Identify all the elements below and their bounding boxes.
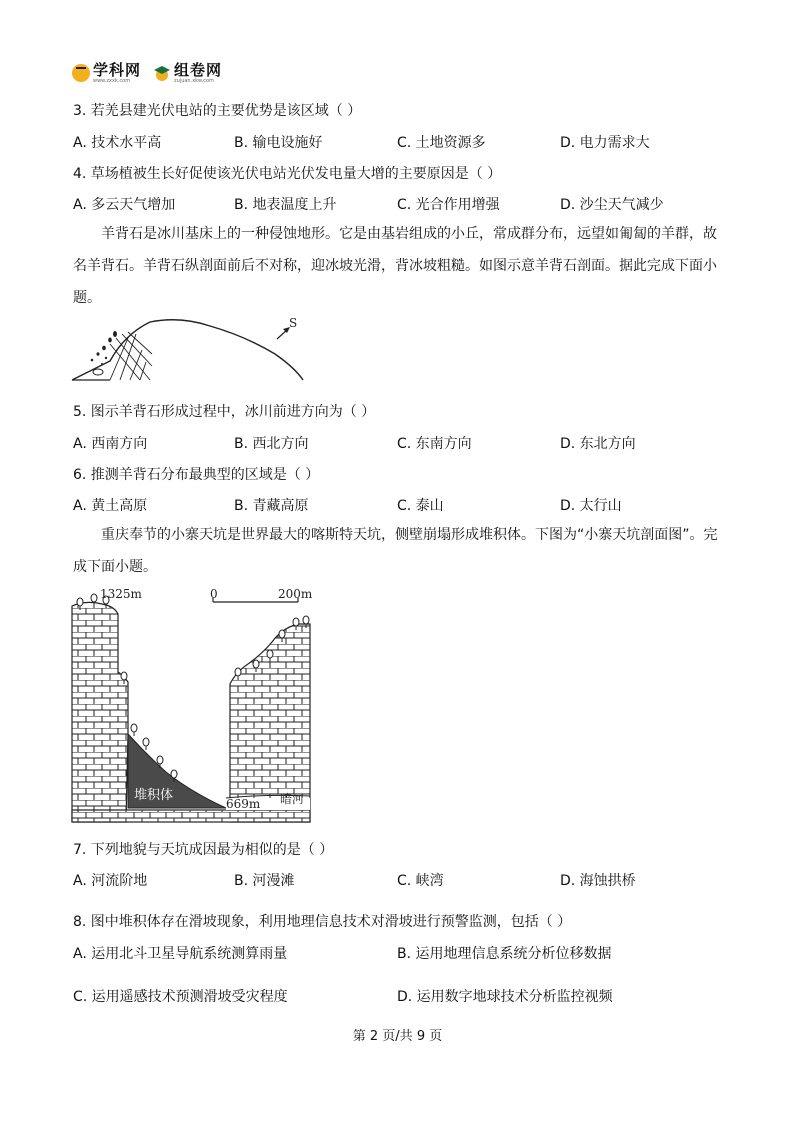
q5-option-b[interactable]: B. 西北方向 [234,436,309,452]
q4-option-a[interactable]: A. 多云天气增加 [73,197,176,213]
q8-option-d[interactable]: D. 运用数字地球技术分析监控视频 [397,989,613,1005]
passage-roche-moutonnee: 羊背石是冰川基床上的一种侵蚀地形。它是由基岩组成的小丘，常成群分布，远望如匍匐的羊群，故名羊背石。羊背石纵剖面前后不对称，迎冰坡光滑，背冰坡粗糙。如图示意羊背石剖面。据此完成下面小题。 [73,226,717,306]
q4-stem: 4. 草场植被生长好促使该光伏电站光伏发电量大增的主要原因是（ ） [73,166,502,182]
smile-badge-icon [72,64,90,82]
q5-option-a[interactable]: A. 西南方向 [73,436,148,452]
xkw-logo [72,60,142,84]
q8-option-b[interactable]: B. 运用地理信息系统分析位移数据 [397,946,612,962]
page-number: 第 2 页/共 9 页 [352,1029,443,1044]
q4-option-b[interactable]: B. 地表温度上升 [234,197,337,213]
q7-option-b[interactable]: B. 河漫滩 [234,873,295,889]
q4-option-d[interactable]: D. 沙尘天气减少 [560,197,664,213]
logo2-sub: zujuan.xkw.com [174,77,214,84]
q3-option-d[interactable]: D. 电力需求大 [560,135,650,151]
logo1-text: 学科网 [93,60,142,79]
bedrock-floor [72,810,310,822]
q6-option-a[interactable]: A. 黄土高原 [73,498,148,514]
scale-zero: 0 [210,587,218,601]
top-elevation-label: 1325m [100,587,142,601]
tiankeng-profile-figure [66,584,326,828]
rock-profile [72,320,303,380]
q3-option-b[interactable]: B. 输电设施好 [234,135,323,151]
header-logos [72,62,234,84]
logo1-sub: www.zxxk.com [93,77,131,84]
boulder [93,369,103,375]
q8-stem: 8. 图中堆积体存在滑坡现象，利用地理信息技术对滑坡进行预警监测，包括（ ） [73,914,572,930]
scale-end: 200m [278,587,313,601]
joint-hatching [110,332,152,380]
q6-option-c[interactable]: C. 泰山 [397,498,444,514]
q5-stem: 5. 图示羊背石形成过程中，冰川前进方向为（ ） [73,404,376,420]
q7-option-d[interactable]: D. 海蚀拱桥 [560,873,636,889]
roche-moutonnee-figure [70,314,310,386]
direction-label: S [289,316,298,330]
q6-option-d[interactable]: D. 太行山 [560,498,622,514]
q3-stem: 3. 若羌县建光伏电站的主要优势是该区域（ ） [73,103,362,119]
q7-option-c[interactable]: C. 峡湾 [397,873,444,889]
q3-option-c[interactable]: C. 土地资源多 [397,135,486,151]
q7-option-a[interactable]: A. 河流阶地 [73,873,148,889]
q7-stem: 7. 下列地貌与天坑成因最为相似的是（ ） [73,842,334,858]
q6-option-b[interactable]: B. 青藏高原 [234,498,309,514]
logo2-text: 组卷网 [174,60,223,79]
q4-option-c[interactable]: C. 光合作用增强 [397,197,500,213]
q5-option-d[interactable]: D. 东北方向 [560,436,636,452]
left-cliff [72,602,128,822]
bottom-elevation-label: 669m [226,797,261,811]
zujuan-logo [153,60,223,84]
debris-label: 堆积体 [134,788,174,803]
graduation-cap-icon [153,64,171,82]
river-label: 暗河 [280,792,305,806]
q6-stem: 6. 推测羊背石分布最典型的区域是（ ） [73,467,320,483]
q5-option-c[interactable]: C. 东南方向 [397,436,472,452]
q8-option-c[interactable]: C. 运用遥感技术预测滑坡受灾程度 [73,989,288,1005]
q8-option-a[interactable]: A. 运用北斗卫星导航系统测算雨量 [73,946,288,962]
passage-tiankeng: 重庆奉节的小寨天坑是世界最大的喀斯特天坑，侧壁崩塌形成堆积体。下图为“小寨天坑剖面图”。完成下面小题。 [73,527,718,575]
q3-option-a[interactable]: A. 技术水平高 [73,135,162,151]
